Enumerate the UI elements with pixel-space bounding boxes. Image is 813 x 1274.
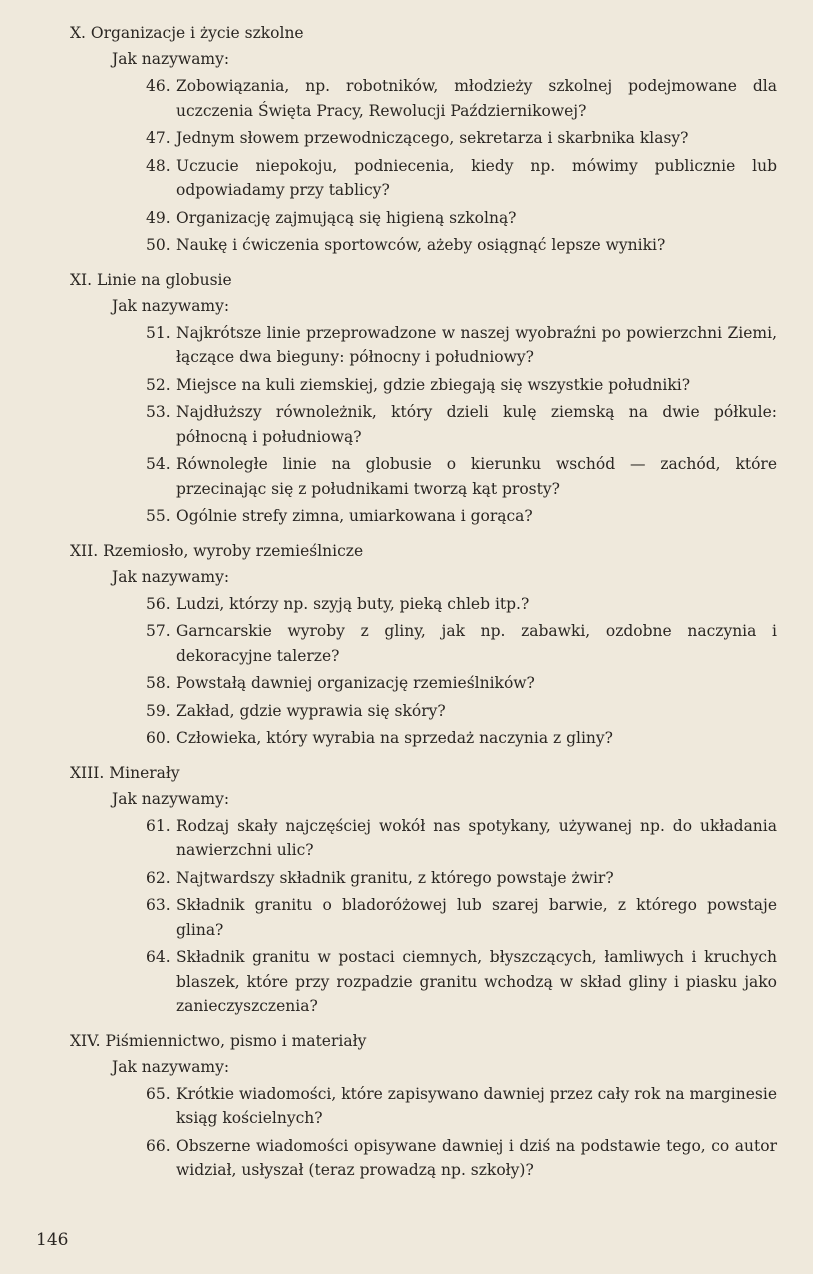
question-text: Zakład, gdzie wyprawia się skóry? xyxy=(176,701,446,720)
question-number: 61. xyxy=(146,816,171,835)
question-number: 62. xyxy=(146,868,171,887)
section-subtitle: Jak nazywamy: xyxy=(112,1057,230,1076)
question-item xyxy=(146,452,777,501)
section xyxy=(70,1030,777,1183)
question-text: Organizację zajmującą się higieną szkolną? xyxy=(176,208,517,227)
question-item xyxy=(146,619,777,668)
question-number: 63. xyxy=(146,896,171,914)
question-item xyxy=(146,671,777,696)
question-item xyxy=(146,814,777,863)
question-number: 60. xyxy=(146,729,171,747)
section-title: XIII. Minerały xyxy=(70,763,180,782)
question-item xyxy=(146,945,777,1019)
question-number: 59. xyxy=(146,701,171,720)
section-subtitle: Jak nazywamy: xyxy=(112,296,230,315)
question-item xyxy=(146,699,777,724)
question-number: 55. xyxy=(146,507,171,525)
section-subtitle: Jak nazywamy: xyxy=(112,567,230,586)
question-item xyxy=(146,206,777,231)
question-item xyxy=(146,154,777,203)
question-number: 50. xyxy=(146,236,171,254)
section xyxy=(70,540,777,751)
question-number: 51. xyxy=(146,323,171,342)
question-item xyxy=(146,504,777,529)
question-item xyxy=(146,893,777,942)
question-text: Najdłuższy równoleżnik, który dzieli kulę ziemską na dwie półkule: północną i południową? xyxy=(176,403,777,446)
question-item xyxy=(146,373,777,398)
section-title: XI. Linie na globusie xyxy=(70,270,232,289)
section-subtitle: Jak nazywamy: xyxy=(112,50,230,68)
question-text: Miejsce na kuli ziemskiej, gdzie zbiegają się wszystkie południki? xyxy=(176,375,691,394)
question-item xyxy=(146,726,777,751)
question-text: Garncarskie wyroby z gliny, jak np. zabawki, ozdobne naczynia i dekoracyjne talerze? xyxy=(176,622,777,665)
question-text: Ludzi, którzy np. szyją buty, pieką chleb itp.? xyxy=(176,594,530,613)
question-text: Uczucie niepokoju, podniecenia, kiedy np. mówimy publicznie lub odpowiadamy przy tablicy? xyxy=(176,156,777,199)
question-item xyxy=(146,233,777,258)
question-text: Rodzaj skały najczęściej wokół nas spotykany, używanej np. do układania nawierzchni ulic? xyxy=(176,816,777,859)
question-number: 47. xyxy=(146,129,171,147)
section-title: XIV. Piśmiennictwo, pismo i materiały xyxy=(70,1031,367,1050)
question-number: 56. xyxy=(146,594,171,613)
page-number: 146 xyxy=(36,1230,69,1250)
question-number: 58. xyxy=(146,674,171,692)
question-text: Składnik granitu w postaci ciemnych, błyszczących, łamliwych i kruchych blaszek, które przy rozpadzie granitu wchodzą w skład gliny i piasku jako zanieczyszczenia? xyxy=(176,948,777,1015)
question-text: Zobowiązania, np. robotników, młodzieży szkolnej podejmowane dla uczczenia Święta Pracy, Rewolucji Październikowej? xyxy=(176,77,777,120)
question-text: Naukę i ćwiczenia sportowców, ażeby osiągnąć lepsze wyniki? xyxy=(176,236,666,254)
question-number: 46. xyxy=(146,77,171,95)
section-subtitle: Jak nazywamy: xyxy=(112,789,230,808)
section-title: XII. Rzemiosło, wyroby rzemieślnicze xyxy=(70,541,364,560)
question-number: 49. xyxy=(146,208,171,227)
question-text: Najtwardszy składnik granitu, z którego powstaje żwir? xyxy=(176,868,614,887)
question-item xyxy=(146,1082,777,1131)
question-text: Obszerne wiadomości opisywane dawniej i dziś na podstawie tego, co autor widział, usłyszał (teraz prowadzą np. szkoły)? xyxy=(176,1136,777,1179)
question-item xyxy=(146,592,777,617)
question-text: Jednym słowem przewodniczącego, sekretarza i skarbnika klasy? xyxy=(176,129,689,147)
question-number: 66. xyxy=(146,1136,171,1155)
question-item xyxy=(146,866,777,891)
question-text: Równoległe linie na globusie o kierunku wschód — zachód, które przecinając się z południkami tworzą kąt prosty? xyxy=(176,455,777,498)
question-number: 52. xyxy=(146,375,171,394)
question-number: 65. xyxy=(146,1084,171,1103)
question-text: Składnik granitu o bladoróżowej lub szarej barwie, z którego powstaje glina? xyxy=(176,896,777,939)
question-text: Powstałą dawniej organizację rzemieślników? xyxy=(176,674,535,692)
section-title: X. Organizacje i życie szkolne xyxy=(70,24,304,42)
section xyxy=(70,22,777,258)
question-number: 64. xyxy=(146,948,171,966)
section xyxy=(70,269,777,529)
question-text: Ogólnie strefy zimna, umiarkowana i gorąca? xyxy=(176,507,533,525)
question-item xyxy=(146,321,777,370)
question-text: Człowieka, który wyrabia na sprzedaż naczynia z gliny? xyxy=(176,729,613,747)
question-text: Krótkie wiadomości, które zapisywano dawniej przez cały rok na marginesie ksiąg kościelnych? xyxy=(176,1084,777,1127)
question-number: 53. xyxy=(146,403,171,421)
question-number: 57. xyxy=(146,622,171,640)
section xyxy=(70,762,777,1019)
question-item xyxy=(146,400,777,449)
question-number: 54. xyxy=(146,455,171,473)
question-number: 48. xyxy=(146,156,171,175)
question-item xyxy=(146,1134,777,1183)
page-content xyxy=(70,22,777,1183)
question-item xyxy=(146,126,777,151)
question-text: Najkrótsze linie przeprowadzone w naszej wyobraźni po powierzchni Ziemi, łączące dwa bieguny: północny i południowy? xyxy=(176,323,777,366)
question-item xyxy=(146,74,777,123)
